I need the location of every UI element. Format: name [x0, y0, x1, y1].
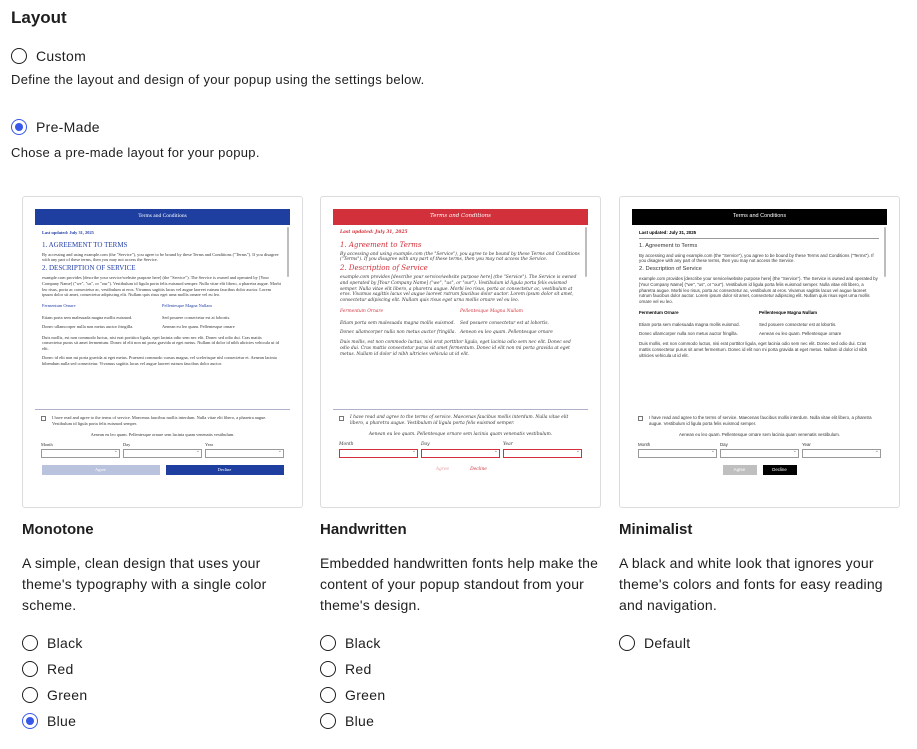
radio-unchecked-icon[interactable]	[22, 661, 38, 677]
preview-updated: Last updated: July 31, 2025	[340, 230, 408, 235]
option-label[interactable]: Blue	[47, 713, 77, 729]
preview-table-cell: Sed posuere consectetur est at lobortis.	[162, 314, 231, 320]
preview-checkbox-row	[35, 415, 290, 427]
preview-day	[720, 442, 799, 458]
preview-year	[503, 442, 582, 458]
preview-table-header	[340, 309, 580, 315]
radio-unchecked-icon[interactable]	[22, 635, 38, 651]
preview-paragraph: example.com provides [describe your service/website purpose here] (the "Service"). The Service is owned and operated by [Your Company Name] ("we", "us", or "our"). Vestibulum id ligula porta felis euismod semper. Nulla vitae elit libero, a pharetra augue. Morbi leo risus, porta ac consectetur ac, vestibulum at eros. Vivamus sagittis lacus vel augue laoreet rutrum faucibus dolor auctor. Lorem ipsum dolor sit amet, consectetur adipiscing elit. Nullam quis risus eget urna mollis ornare vel eu leo.	[340, 274, 577, 304]
preview-day	[421, 442, 500, 458]
handwritten-preview-card[interactable]	[320, 196, 601, 508]
preview-heading: 2. Description of Service	[340, 264, 428, 273]
monotone-title: Monotone	[22, 521, 94, 538]
preview-month	[638, 442, 717, 458]
option-label[interactable]: Red	[345, 661, 372, 677]
monotone-preview-card[interactable]	[22, 196, 303, 508]
preview-year	[205, 442, 284, 458]
preview-paragraph: example.com provides [describe your service/website purpose here] (the "Service"). The Service is owned and operated by [Your Company Name] ("we", "us", or "our"). Vestibulum id ligula porta felis euismod semper. Nulla vitae elit libero, a pharetra augue. Morbi leo risus, porta ac consectetur ac, vestibulum at eros. Vivamus sagittis lacus vel augue laoreet rutrum faucibus dolor auctor. Lorem ipsum dolor sit amet, consectetur adipiscing elit. Nullam quis risus eget urna mollis ornare vel eu leo.	[639, 275, 878, 305]
handwritten-option-black[interactable]	[320, 635, 381, 651]
option-label[interactable]: Blue	[345, 713, 375, 729]
preview-heading: 1. Agreement to Terms	[340, 240, 422, 249]
layout-custom-label[interactable]: Custom	[36, 48, 87, 64]
preview-heading: 1. Agreement to Terms	[639, 242, 698, 249]
preview-table-cell: Donec ullamcorper nulla non metus auctor fringilla.	[639, 330, 738, 336]
popup-preview	[35, 209, 290, 497]
preview-day-select	[421, 449, 500, 458]
preview-table-cell: Pellentesque Magna Nullam	[460, 308, 523, 314]
monotone-option-black[interactable]	[22, 635, 83, 651]
preview-year-select	[802, 449, 881, 458]
preview-month-select	[638, 449, 717, 458]
preview-paragraph: example.com provides [describe your service/website purpose here] (the "Service"). The Service is owned and operated by [Your Company Name] ("we", "us", or "our"). Vestibulum id ligula porta felis euismod semper. Nulla vitae elit libero, a pharetra augue. Morbi leo risus, porta ac consectetur ac, vestibulum at eros. Vivamus sagittis lacus vel augue laoreet rutrum faucibus dolor auctor. Lorem ipsum dolor sit amet, consectetur adipiscing elit. Nullam quis risus eget urna mollis ornare vel eu leo.	[42, 274, 281, 298]
radio-unchecked-icon[interactable]	[320, 713, 336, 729]
radio-unchecked-icon[interactable]	[320, 661, 336, 677]
preview-date-fields	[333, 442, 588, 458]
preview-table-row	[639, 322, 879, 328]
preview-year-label: Year	[205, 442, 214, 448]
preview-updated: Last updated: July 31, 2025	[42, 230, 94, 235]
preview-heading: 2. Description of Service	[639, 266, 702, 273]
preview-checkbox-text: I have read and agree to the terms of service. Maecenas faucibus mollis interdum. Nulla vitae elit libero, a pharetra augue. Vestibulum id ligula porta felis euismod semper.	[649, 415, 872, 426]
preview-day-label: Day	[123, 442, 131, 448]
option-label[interactable]: Black	[47, 635, 83, 651]
preview-day-label: Day	[421, 442, 430, 448]
handwritten-option-red[interactable]	[320, 661, 372, 677]
preview-paragraph: Donec id elit non mi porta gravida at eget metus. Praesent commodo cursus magna, vel scelerisque nisl consectetur et. Aenean lacinia bibendum nulla sed consectetur. Vivamus sagittis lacus vel augue laoreet rutrum faucibus dolor auctor.	[42, 354, 277, 366]
preview-day	[123, 442, 202, 458]
radio-unchecked-icon[interactable]	[320, 635, 336, 651]
preview-table-cell: Pellentesque Magna Nullam	[162, 303, 212, 309]
preview-agree-button: Agree	[42, 465, 160, 475]
layout-heading: Layout	[11, 8, 67, 27]
layout-custom-radio[interactable]	[11, 48, 86, 64]
preview-table-cell: Aenean eu leo quam. Pellentesque ornare	[460, 329, 553, 335]
preview-center-text: Aenean eu leo quam. Pellentesque ornare sem lacinia quam venenatis vestibulum.	[90, 431, 235, 437]
option-label[interactable]: Default	[644, 635, 691, 651]
preview-buttons	[333, 465, 588, 475]
preview-table-header	[42, 303, 282, 309]
monotone-option-blue[interactable]	[22, 713, 76, 729]
preview-divider	[639, 238, 879, 239]
layout-premade-label[interactable]: Pre-Made	[36, 119, 100, 135]
preview-year-select	[503, 449, 582, 458]
preview-month	[339, 442, 418, 458]
preview-day-select	[123, 449, 202, 458]
minimalist-preview-card[interactable]	[619, 196, 900, 508]
preview-month-select	[41, 449, 120, 458]
minimalist-description: A black and white look that ignores your theme's colors and fonts for easy reading and navigation.	[619, 555, 883, 613]
preview-title-bar: Terms and Conditions	[35, 209, 290, 225]
preview-paragraph: By accessing and using example.com (the "Service"), you agree to be bound by these Terms and Conditions ("Terms"). If you disagree with any part of these terms, then you may not access the Service.	[340, 251, 580, 263]
preview-agree-button: Agree	[435, 467, 450, 473]
preview-body	[333, 225, 588, 410]
preview-body	[632, 225, 887, 410]
preview-table-cell: Fermentum Ornare	[340, 308, 384, 314]
preview-table-row	[42, 324, 282, 330]
preview-table-cell: Aenean eu leo quam. Pellentesque ornare	[759, 330, 842, 336]
preview-table-cell: Pellentesque Magna Nullam	[759, 309, 818, 315]
preview-table-cell: Donec ullamcorper nulla non metus auctor fringilla.	[340, 329, 456, 335]
preview-month-label: Month	[339, 442, 354, 448]
preview-year-label: Year	[503, 442, 513, 448]
preview-table-row	[340, 330, 580, 336]
preview-table-row	[639, 331, 879, 337]
preview-table-cell: Sed posuere consectetur est at lobortis.	[460, 320, 549, 326]
preview-buttons	[35, 465, 290, 475]
preview-title-bar: Terms and Conditions	[632, 209, 887, 225]
preview-table-row	[340, 321, 580, 327]
handwritten-option-blue[interactable]	[320, 713, 374, 729]
preview-year-select	[205, 449, 284, 458]
monotone-option-green[interactable]	[22, 687, 87, 703]
preview-checkbox-row	[632, 415, 887, 427]
preview-table-cell: Donec ullamcorper nulla non metus auctor fringilla.	[42, 323, 134, 329]
preview-title-bar: Terms and Conditions	[333, 209, 588, 225]
preview-day-label: Day	[720, 442, 728, 448]
preview-decline-button: Decline	[763, 465, 797, 475]
checkbox-icon	[339, 416, 344, 421]
handwritten-description: Embedded handwritten fonts help make the content of your popup standout from your theme's design.	[320, 555, 599, 613]
checkbox-icon	[41, 416, 46, 421]
layout-custom-help: Define the layout and design of your popup using the settings below.	[11, 72, 425, 87]
radio-checked-icon[interactable]	[22, 713, 38, 729]
preview-date-fields	[35, 442, 290, 458]
preview-month-label: Month	[41, 442, 53, 448]
preview-heading: 1. AGREEMENT TO TERMS	[42, 240, 128, 249]
preview-table-cell: Aenean eu leo quam. Pellentesque ornare	[162, 323, 235, 329]
minimalist-title: Minimalist	[619, 521, 693, 538]
preview-paragraph: Duis mollis, est non commodo luctus, nisi erat porttitor ligula, eget lacinia odio sem nec elit. Donec sed odio dui. Cras mattis consectetur purus sit amet fermentum. Donec id elit non mi porta gravida at eget metus. Nullam id dolor id nibh ultricies vehicula ut id elit.	[639, 341, 868, 358]
handwritten-option-green[interactable]	[320, 687, 385, 703]
preview-table-cell: Etiam porta sem malesuada magna mollis euismod.	[340, 320, 455, 326]
handwritten-title: Handwritten	[320, 521, 407, 538]
preview-heading: 2. DESCRIPTION OF SERVICE	[42, 264, 136, 273]
radio-unchecked-icon[interactable]	[619, 635, 635, 651]
preview-table-row	[42, 315, 282, 321]
option-label[interactable]: Black	[345, 635, 381, 651]
preview-decline-button: Decline	[470, 467, 487, 473]
radio-unchecked-icon[interactable]	[11, 48, 27, 64]
preview-checkbox-text: I have read and agree to the terms of service. Maecenas faucibus mollis interdum. Nulla vitae elit libero, a pharetra augue. Vestibulum id ligula porta felis euismod semper.	[350, 415, 569, 426]
preview-paragraph: Duis mollis, est non commodo luctus, nisi erat porttitor ligula, eget lacinia odio sem nec elit. Donec sed odio dui. Cras mattis consectetur purus sit amet fermentum. Donec id elit non mi porta gravida at eget metus. Nullam id dolor id nibh ultricies vehicula ut id elit.	[42, 334, 279, 352]
preview-table-cell: Etiam porta sem malesuada magna mollis euismod.	[639, 321, 740, 327]
popup-preview	[333, 209, 588, 497]
preview-year	[802, 442, 881, 458]
layout-premade-radio[interactable]	[11, 119, 100, 135]
preview-paragraph: Duis mollis, est non commodo luctus, nisi erat porttitor ligula, eget lacinia odio sem nec elit. Donec sed odio dui. Cras mattis consectetur purus sit amet fermentum. Donec id elit non mi porta gravida at eget metus. Nullam id dolor id nibh ultricies vehicula ut id elit.	[340, 340, 571, 357]
preview-agree-button: Agree	[723, 465, 757, 475]
popup-preview	[632, 209, 887, 497]
radio-unchecked-icon[interactable]	[320, 687, 336, 703]
preview-year-label: Year	[802, 442, 811, 448]
radio-unchecked-icon[interactable]	[22, 687, 38, 703]
minimalist-option-default[interactable]	[619, 635, 690, 651]
option-label[interactable]: Red	[47, 661, 74, 677]
preview-month	[41, 442, 120, 458]
preview-month-select	[339, 449, 418, 458]
option-label[interactable]: Green	[345, 687, 386, 703]
checkbox-icon	[638, 416, 643, 421]
preview-table-cell: Etiam porta sem malesuada magna mollis euismod.	[42, 314, 133, 320]
preview-buttons	[632, 465, 887, 475]
preview-checkbox-row	[333, 415, 588, 427]
preview-updated: Last updated: July 31, 2025	[639, 230, 697, 235]
preview-scrollbar	[884, 227, 886, 277]
preview-day-select	[720, 449, 799, 458]
preview-table-cell: Sed posuere consectetur est at lobortis.	[759, 321, 837, 327]
preview-checkbox-text: I have read and agree to the terms of service. Maecenas faucibus mollis interdum. Nulla vitae elit libero, a pharetra augue. Vestibulum id ligula porta felis euismod semper.	[52, 415, 267, 426]
preview-scrollbar	[287, 227, 289, 277]
preview-decline-button: Decline	[166, 465, 284, 475]
layout-premade-help: Chose a pre-made layout for your popup.	[11, 145, 260, 160]
option-label[interactable]: Green	[47, 687, 88, 703]
monotone-option-red[interactable]	[22, 661, 74, 677]
preview-center-text: Aenean eu leo quam. Pellentesque ornare sem lacinia quam venenatis vestibulum.	[678, 431, 841, 437]
preview-paragraph: By accessing and using example.com (the "Service"), you agree to be bound by these Terms and Conditions ("Terms"). If you disagree with any part of these terms, then you may not access the Service.	[42, 251, 279, 263]
preview-body	[35, 225, 290, 410]
monotone-description: A simple, clean design that uses your theme's typography with a single color scheme.	[22, 555, 267, 613]
preview-month-label: Month	[638, 442, 651, 448]
radio-checked-icon[interactable]	[11, 119, 27, 135]
preview-paragraph: By accessing and using example.com (the "Service"), you agree to be bound by these Terms and Conditions ("Terms"). If you disagree with any part of these terms, then you may not access the Service.	[639, 252, 874, 264]
preview-scrollbar	[585, 227, 587, 277]
preview-table-cell: Fermentum Ornare	[42, 303, 76, 309]
preview-date-fields	[632, 442, 887, 458]
preview-center-text: Aenean eu leo quam. Pellentesque ornare sem lacinia quam venenatis vestibulum.	[368, 431, 553, 437]
preview-table-cell: Fermentum Ornare	[639, 309, 679, 315]
preview-table-header	[639, 310, 879, 316]
